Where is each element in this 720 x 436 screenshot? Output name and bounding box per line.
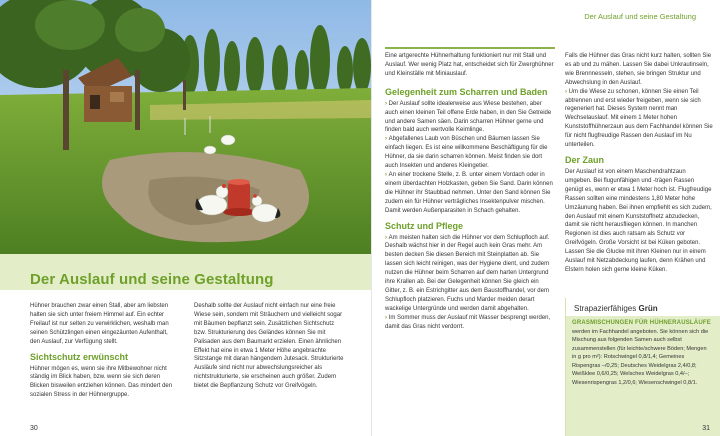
right-column-2: [565, 52, 713, 275]
right-column-1: [385, 52, 555, 331]
paragraph: Falls die Hühner das Gras nicht kurz halten, sollten Sie es ab und zu mähen. Lassen Sie dabei Unkrautinseln, wie Brennnesseln, stehen, sie bringen Struktur und Abwechslung in den Auslauf.: [565, 53, 712, 86]
bullet-arrow-icon: ›: [385, 136, 389, 143]
bullet-arrow-icon: ›: [385, 100, 389, 107]
photo-illustration: [0, 0, 372, 254]
intro-text: Eine artgerechte Hühnerhaltung funktioniert nur mit Stall und Auslauf. Wer wenig Platz hat, entscheidet sich für Zwerghühner und Kleinställe mit Miniauslauf.: [385, 53, 554, 77]
intro-divider: [385, 47, 555, 49]
info-box-text: werden im Fachhandel angeboten. Sie können sich die Mischung aus folgenden Samen auch selbst zusammenstellen (für leichte/schwere Böden; Mengen in g pro m²): Rotschwingel 0,8/1,4; Gemeines Rispengras –/0,25; Deutsches Weidelgras 2,4/0,8; Weißklee 0,6/0,25; Welsches Weidelgras 0,4/–; Wiesenrispengras 1,2/0,6; Wiesenschwingel 0,8/1.: [572, 328, 709, 386]
paragraph: Hühner mögen es, wenn sie ihre Mitbewohner nicht ständig im Blick haben, bzw. wenn sie sich deren Blicken bisweilen entziehen können. Das mindert den sozialen Stress in der Hühnergruppe.: [30, 365, 173, 399]
bullet-item: › An einer trockene Stelle, z. B. unter einem Vordach oder in einem überdachten Holzkasten, geben Sie Sand. Darin können die Hühner ihr Staubbad nehmen. Unter den Sand können Sie zudem ein für Hühner verträgliches Insektenpulver mischen. Damit werden Außenparasiten in Schach gehalten.: [385, 171, 553, 214]
bullet-item: › Abgefallenes Laub von Büschen und Bäumen lassen Sie einfach liegen. Es ist eine willkommene Beschäftigung für die Hühner, da sie darin scharren können. Meist finden sie dort auch Insekten und anderes Kleingetier.: [385, 136, 548, 170]
left-column-2: [194, 302, 344, 391]
bullet-arrow-icon: ›: [565, 88, 569, 95]
info-box-body: [566, 316, 720, 387]
paragraph: Hühner brauchen zwar einen Stall, aber am liebsten halten sie sich unter freiem Himmel auf. Ein echter Freilauf ist nur selten zu verwirklichen, weshalb man seinen Schützlingen einen eingezäunten Aufenthalt, den Auslauf, zur Verfügung stellt.: [30, 303, 169, 345]
left-column-1: [30, 302, 176, 400]
chicken-yard-photo: [0, 0, 372, 254]
bullet-arrow-icon: ›: [385, 234, 389, 241]
paragraph: Der Auslauf ist von einem Maschendrahtzaun umgeben. Bei flugunfähigen und -trägen Rassen genügt es, wenn er etwa 1 Meter hoch ist. Flugfreudige Rassen sollten eine mindestens 1,80 Meter hohe Umzäunung haben. Bei ihnen empfiehlt es sich zudem, den Auslauf mit einem Kunststoffnetz abzudecken, damit sie nicht herausfliegen können. In manchen Regionen ist dies auch ratsam als Schutz vor Greifvögeln. Große Vorsicht ist bei Küken geboten. Lassen Sie die Glucke mit ihren Kleinen nur in einem Auslauf mit Netzabdeckung laufen, denn Krähen und Elstern holen sich gerne kleine Küken.: [565, 168, 712, 273]
page-number-left: 30: [30, 425, 38, 432]
chapter-title: Der Auslauf und seine Gestaltung: [30, 271, 274, 288]
right-page: [372, 0, 720, 436]
heading-schutz: Schutz und Pflege: [385, 220, 464, 231]
bullet-item: › Der Auslauf sollte idealerweise aus Wiese bestehen, aber auch einen kleinen Teil offene Erde haben, in den Sie Getreide und andere Samen säen. Darin scharren Hühner gerne und finden bald auch wertvolle Keimlinge.: [385, 100, 552, 134]
title-band: [0, 254, 372, 290]
heading-scharren: Gelegenheit zum Scharren und Baden: [385, 86, 548, 97]
heading-sichtschutz: Sichtschutz erwünscht: [30, 351, 129, 362]
heading-zaun: Der Zaun: [565, 154, 605, 165]
info-box-title: Strapazierfähiges Grün: [566, 298, 720, 316]
bullet-arrow-icon: ›: [385, 171, 389, 178]
info-box-heading: GRASMISCHUNGEN FÜR HÜHNERAUSLÄUFE: [572, 320, 711, 326]
bullet-item: › Am meisten halten sich die Hühner vor dem Schlupfloch auf. Deshalb wächst hier in der Regel auch kein Gras mehr. Am besten decken Sie diesen Bereich mit Steinplatten ab. Sie lassen sich leicht reinigen, was der Hygiene dient, und zudem nutzen die Hühner beim Scharren auf dem harten Untergrund ihre Krallen ab. Bei der Gelegenheit können Sie gleich ein Gitter, z. B. ein Estrichgitter aus dem Baustoffhandel, vor dem Schlupfloch platzieren. Fuchs und Marder meiden derart wackelige Untergründe und werden damit abgehalten.: [385, 234, 550, 312]
page-number-right: 31: [702, 425, 710, 432]
bullet-arrow-icon: ›: [385, 314, 389, 321]
bullet-item: › Im Sommer muss der Auslauf mit Wasser besprengt werden, damit das Gras nicht verdorrt.: [385, 314, 551, 330]
info-box: [565, 298, 720, 436]
running-head: Der Auslauf und seine Gestaltung: [584, 12, 696, 21]
bullet-item: › Um die Wiese zu schonen, können Sie einen Teil abtrennen und erst wieder freigeben, wenn sie sich regeneriert hat. Dieses System nennt man Wechselauslauf. Mit einem 1 Meter hohen Kunststoffhühnerzaun aus dem Fachhandel können Sie für nicht flugfreudige Rassen den Auslauf im Nu unterteilen.: [565, 88, 713, 149]
paragraph: Deshalb sollte der Auslauf nicht einfach nur eine freie Wiese sein, sondern mit Sträuchern und vielleicht sogar mit Bäumen bepflanzt sein. Zusätzlichen Sichtschutz bzw. Strukturierung des Geländes können Sie mit Palisaden aus dem Baumarkt erzielen. Einen ähnlichen Effekt hat eine in etwa 1 Meter Höhe angebrachte Sitzstange mit daran hängendem Jutesack. Strukturierte Ausläufe sind nicht nur abwechslungsreicher als nichtstrukturierte, sie erscheinen auch größer. Zudem bietet die Bepflanzung Schutz vor Greifvögeln.: [194, 303, 344, 390]
